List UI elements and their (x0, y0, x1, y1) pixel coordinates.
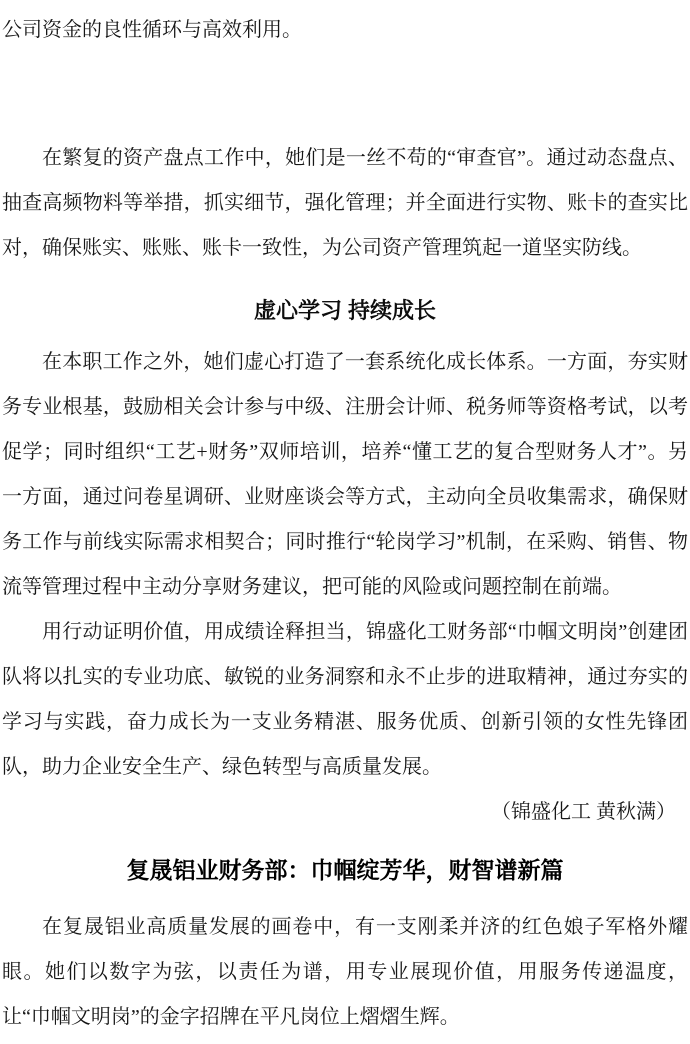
paragraph-asset-audit: 在繁复的资产盘点工作中，她们是一丝不苟的“审查官”。通过动态盘点、抽查高频物料等举措，抓实细节，强化管理；并全面进行实物、账卡的查实比对，确保账实、账账、账卡一致性，为公司资产管理筑起一道坚实防线。 (2, 147, 688, 259)
paragraph-conclusion: 用行动证明价值，用成绩诠释担当，锦盛化工财务部“巾帼文明岗”创建团队将以扎实的专业功底、敏锐的业务洞察和永不止步的进取精神，通过夯实的学习与实践，奋力成长为一支业务精湛、服务优质、创新引领的女性先锋团队，助力企业安全生产、绿色转型与高质量发展。 (2, 621, 688, 778)
section-heading-learning: 虚心学习 持续成长 (253, 298, 437, 323)
paragraph-learning-system: 在本职工作之外，她们虚心打造了一套系统化成长体系。一方面，夯实财务专业根基，鼓励相关会计参与中级、注册会计师、税务师等资格考试，以考促学；同时组织“工艺+财务”双师培训，培养“懂工艺的复合型财务人才”。另一方面，通过问卷星调研、业财座谈会等方式，主动向全员收集需求，确保财务工作与前线实际需求相契合；同时推行“轮岗学习”机制，在采购、销售、物流等管理过程中主动分享财务建议，把可能的风险或问题控制在前端。 (2, 351, 688, 598)
paragraph-continuation: 公司资金的良性循环与高效利用。 (2, 19, 302, 41)
byline-author: （锦盛化工 黄秋满） (491, 801, 676, 823)
paragraph-fusheng-intro: 在复晟铝业高质量发展的画卷中，有一支刚柔并济的红色娘子军格外耀眼。她们以数字为弦，以责任为谱，用专业展现价值，用服务传递温度，让“巾帼文明岗”的金字招牌在平凡岗位上熠熠生辉。 (2, 916, 688, 1028)
article-heading-fusheng: 复晟铝业财务部：巾帼绽芳华，财智谱新篇 (126, 857, 564, 883)
